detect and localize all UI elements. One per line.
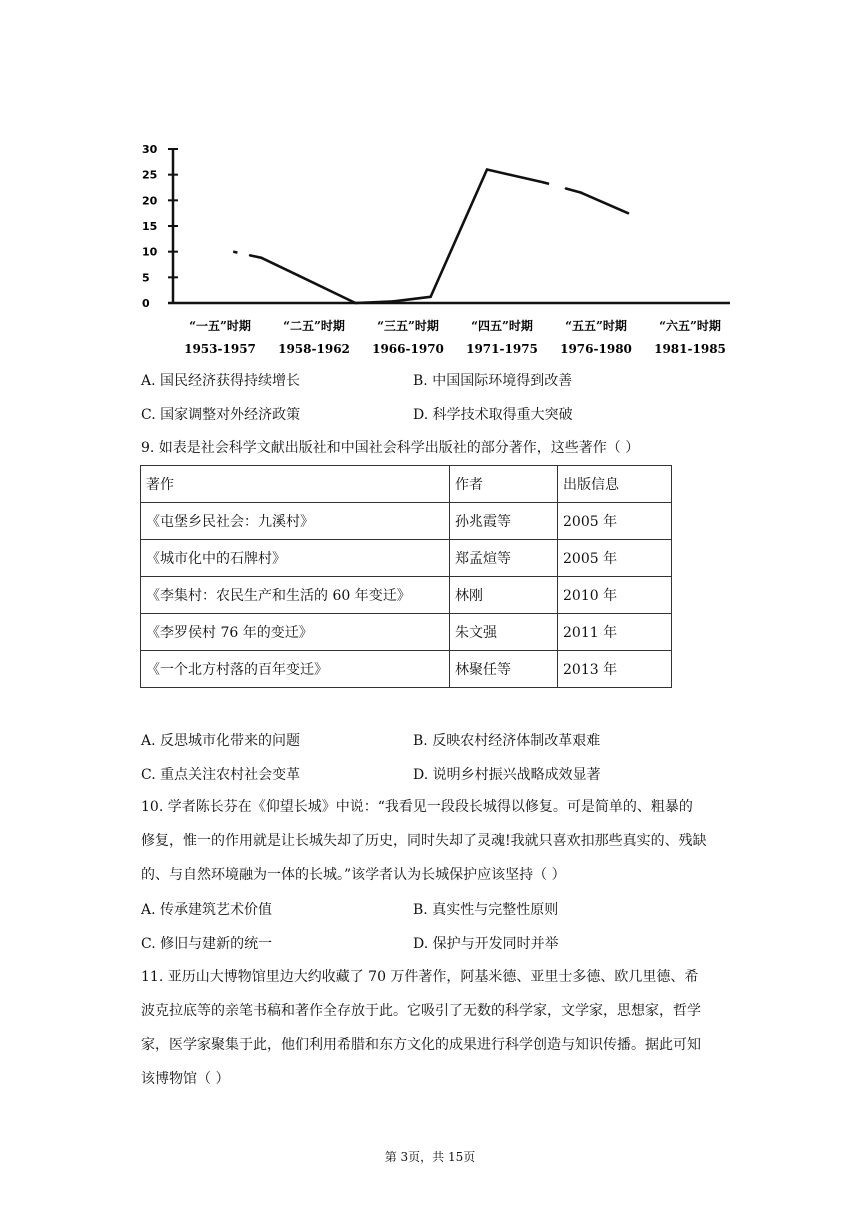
x-axis-categories: [184, 318, 726, 356]
q10-option-a[interactable]: A. 传承建筑艺术价值: [141, 902, 273, 918]
y-tick-label: 0: [142, 297, 150, 310]
y-tick-label: 25: [142, 168, 158, 182]
table-cell: 《屯堡乡民社会：九溪村》: [141, 503, 450, 540]
table-cell: 《一个北方村落的百年变迁》: [141, 651, 450, 688]
table-row: [141, 540, 672, 577]
table-cell: 林刚: [450, 577, 558, 614]
q8-option-a[interactable]: A. 国民经济获得持续增长: [141, 373, 301, 389]
q10-line-3: 的、与自然环境融为一体的长城。”该学者认为长城保护应该坚持（ ）: [141, 867, 566, 883]
table-cell: 《李集村：农民生产和生活的 60 年变迁》: [141, 577, 450, 614]
table-row: [141, 651, 672, 688]
page-footer: 第 3页，共 15页: [384, 1150, 476, 1164]
category-years: 1958-1962: [278, 342, 350, 356]
y-tick-label: 30: [142, 143, 158, 156]
q10-option-d[interactable]: D. 保护与开发同时并举: [413, 936, 559, 952]
series-segment: [299, 276, 355, 303]
header-cell: 作者: [450, 466, 558, 503]
category-label: “四五”时期: [471, 319, 533, 333]
header-cell: 著作: [141, 466, 450, 503]
table-cell: 2013 年: [558, 651, 672, 688]
series-line: [233, 170, 628, 303]
q10-line-1: 10. 学者陈长芬在《仰望长城》中说：“我看见一段段长城得以修复。可是简单的、粗暴的: [141, 799, 693, 815]
category-years: 1981-1985: [654, 342, 726, 356]
series-segment: [487, 170, 543, 183]
y-tick-label: 5: [142, 271, 150, 285]
table-row: [141, 503, 672, 540]
q10-option-c[interactable]: C. 修旧与建新的统一: [141, 936, 273, 952]
series-segment: [581, 193, 628, 214]
category-label: “六五”时期: [659, 319, 721, 333]
category-years: 1976-1980: [560, 342, 632, 356]
q10-option-b[interactable]: B. 真实性与完整性原则: [413, 902, 559, 918]
works-table: [140, 465, 672, 688]
table-cell: 2005 年: [558, 540, 672, 577]
q11-line-4: 该博物馆（ ）: [141, 1071, 230, 1087]
table-cell: 郑孟煊等: [450, 540, 558, 577]
category-label: “三五”时期: [377, 319, 439, 333]
q8-option-c[interactable]: C. 国家调整对外经济政策: [141, 407, 301, 423]
q9-option-a[interactable]: A. 反思城市化带来的问题: [141, 733, 301, 749]
table-cell: 2010 年: [558, 577, 672, 614]
q9-option-d[interactable]: D. 说明乡村振兴战略成效显著: [413, 767, 601, 783]
series-segment: [543, 182, 549, 184]
q8-option-b[interactable]: B. 中国国际环境得到改善: [413, 373, 573, 389]
q8-option-d[interactable]: D. 科学技术取得重大突破: [413, 407, 573, 423]
series-segment: [431, 170, 487, 297]
q11-line-1: 11. 亚历山大博物馆里边大约收藏了 70 万件著作，阿基米德、亚里士多德、欧几里德、希: [141, 969, 699, 985]
q10-line-2: 修复，惟一的作用就是让长城失却了历史，同时失却了灵魂!我就只喜欢扣那些真实的、残缺: [141, 833, 707, 849]
line-chart: [140, 140, 740, 360]
category-years: 1966-1970: [372, 342, 444, 356]
table-cell: 2011 年: [558, 614, 672, 651]
q9-stem: 9. 如表是社会科学文献出版社和中国社会科学出版社的部分著作，这些著作（ ）: [141, 440, 640, 456]
category-label: “二五”时期: [283, 319, 345, 333]
table-header-row: [141, 466, 672, 503]
category-label: “五五”时期: [565, 319, 627, 333]
table-cell: 林聚任等: [450, 651, 558, 688]
category-years: 1953-1957: [184, 342, 256, 356]
q9-option-b[interactable]: B. 反映农村经济体制改革艰难: [413, 733, 601, 749]
series-segment: [261, 258, 299, 276]
series-segment: [355, 301, 393, 303]
q11-line-3: 家，医学家聚集于此，他们利用希腊和东方文化的成果进行科学创造与知识传播。据此可知: [141, 1037, 701, 1053]
y-tick-label: 20: [142, 194, 158, 208]
table-cell: 2005 年: [558, 503, 672, 540]
header-cell: 出版信息: [558, 466, 672, 503]
table-row: [141, 577, 672, 614]
category-label: “一五”时期: [189, 319, 251, 333]
series-segment: [393, 297, 431, 302]
table-cell: 《李罗侯村 76 年的变迁》: [141, 614, 450, 651]
series-segment: [566, 189, 581, 193]
table-cell: 孙兆霞等: [450, 503, 558, 540]
series-segment: [233, 252, 237, 253]
y-tick-label: 10: [142, 245, 158, 259]
q9-option-c[interactable]: C. 重点关注农村社会变革: [141, 767, 301, 783]
category-years: 1971-1975: [466, 342, 538, 356]
y-tick-label: 15: [142, 220, 158, 233]
table-row: [141, 614, 672, 651]
series-segment: [250, 255, 261, 257]
table-cell: 朱文强: [450, 614, 558, 651]
q11-line-2: 波克拉底等的亲笔书稿和著作全存放于此。它吸引了无数的科学家，文学家，思想家，哲学: [141, 1003, 701, 1019]
table-cell: 《城市化中的石牌村》: [141, 540, 450, 577]
